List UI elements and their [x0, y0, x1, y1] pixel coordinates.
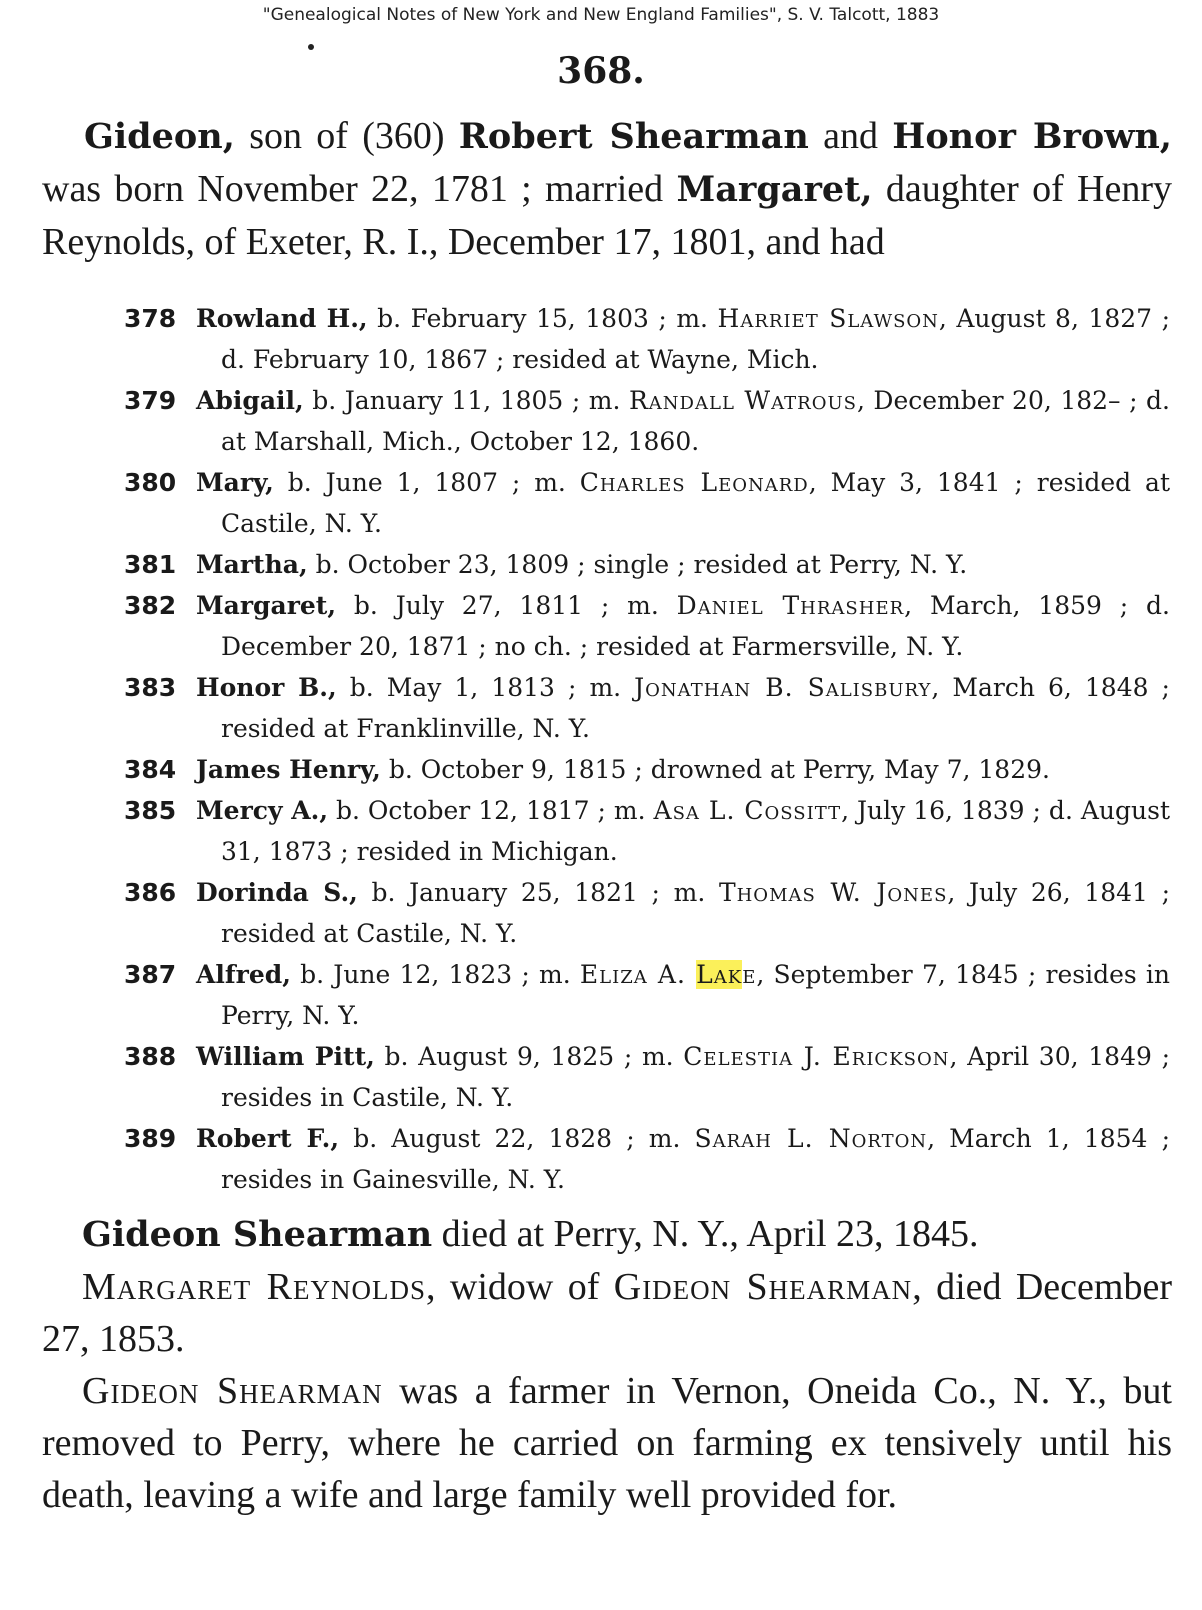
child-details: b. January 11, 1805 ; m.: [303, 386, 629, 415]
spouse-name: Jonathan B. Salisbury: [634, 673, 932, 702]
child-number: 388: [124, 1042, 177, 1071]
spouse-name: Sarah L. Norton: [694, 1124, 928, 1153]
child-name: James Henry,: [196, 755, 381, 784]
child-entry: [124, 872, 1170, 954]
child-details-after: , March, 1859 ; d. December 20, 1871 ; no ch. ; resided at Farmersville, N. Y.: [221, 591, 1170, 661]
child-details-after: , July 26, 1841 ; resided at Castile, N. Y.: [221, 878, 1170, 948]
spouse-name: Daniel Thrasher: [676, 591, 905, 620]
intro-text-4: daughter of Henry Reynolds, of Exeter, R. I., December 17, 1801, and had: [42, 168, 1172, 263]
widow-name: Margaret Reynolds: [82, 1266, 427, 1308]
closing-section: [42, 1208, 1172, 1521]
child-name: Robert F.,: [196, 1124, 340, 1153]
intro-text: [42, 110, 1172, 268]
children-list: [124, 298, 1170, 1200]
child-entry: [124, 1118, 1170, 1200]
child-name: Mary,: [196, 468, 274, 497]
child-details-after: , August 8, 1827 ; d. February 10, 1867 ; resided at Wayne, Mich.: [221, 304, 1170, 374]
child-number: 383: [124, 673, 177, 702]
child-number: 380: [124, 468, 177, 497]
intro-text-1: son of (360): [234, 115, 459, 157]
child-entry: [124, 298, 1170, 380]
child-details-after: , September 7, 1845 ; resides in Perry, N. Y.: [221, 960, 1171, 1030]
child-entry: [124, 790, 1170, 872]
spouse-name: Thomas W. Jones: [718, 878, 948, 907]
child-entry: [124, 544, 1170, 585]
child-details-after: , July 16, 1839 ; d. August 31, 1873 ; resided in Michigan.: [221, 796, 1170, 866]
death-text: died at Perry, N. Y., April 23, 1845.: [432, 1213, 979, 1255]
section-number: 368.: [557, 50, 645, 92]
spouse-name: Harriet Slawson: [717, 304, 939, 333]
child-details: b. October 23, 1809 ; single ; resided at Perry, N. Y.: [307, 550, 968, 579]
spouse-name: Asa L. Cossitt: [653, 796, 842, 825]
child-details: b. June 1, 1807 ; m.: [273, 468, 580, 497]
death-statement: [42, 1208, 1172, 1261]
child-entry: [124, 749, 1170, 790]
child-entry: [124, 1036, 1170, 1118]
search-highlight: Lak: [696, 960, 743, 989]
bio-text: was a farmer in Vernon, Oneida Co., N. Y., but removed to Perry, where he carried on farming ex tensively until his death, leaving a wife and large family well provided for.: [42, 1370, 1172, 1516]
widow-text-1: , widow of: [426, 1266, 614, 1308]
child-name: Mercy A.,: [196, 796, 329, 825]
child-details: b. May 1, 1813 ; m.: [336, 673, 635, 702]
child-details-after: , April 30, 1849 ; resides in Castile, N. Y.: [221, 1042, 1170, 1112]
spouse-name: Charles Leonard: [579, 468, 809, 497]
child-entry: [124, 667, 1170, 749]
child-details: b. January 25, 1821 ; m.: [357, 878, 719, 907]
child-name: Alfred,: [196, 960, 291, 989]
child-number: 385: [124, 796, 177, 825]
child-name: Abigail,: [196, 386, 304, 415]
spouse-name: Eliza A.: [579, 960, 697, 989]
spouse-name: Celestia J. Erickson: [683, 1042, 950, 1071]
child-details-after: , March 6, 1848 ; resided at Franklinville, N. Y.: [221, 673, 1170, 743]
death-name: Gideon Shearman: [82, 1214, 433, 1255]
child-number: 387: [124, 960, 177, 989]
child-details: b. August 9, 1825 ; m.: [374, 1042, 684, 1071]
widow-husband: Gideon Shearman: [613, 1266, 913, 1308]
child-name: Honor B.,: [196, 673, 337, 702]
child-details: b. October 12, 1817 ; m.: [328, 796, 654, 825]
intro-text-2: and: [808, 115, 893, 157]
biography: [42, 1365, 1172, 1521]
child-number: 378: [124, 304, 177, 333]
child-entry: [124, 585, 1170, 667]
child-details-after: , March 1, 1854 ; resides in Gainesville, N. Y.: [221, 1124, 1171, 1194]
intro-text-3: was born November 22, 1781 ; married: [42, 168, 677, 210]
child-number: 386: [124, 878, 177, 907]
child-entry: [124, 380, 1170, 462]
mother-name: Honor Brown,: [892, 116, 1172, 157]
father-name: Robert Shearman: [458, 116, 809, 157]
child-number: 379: [124, 386, 177, 415]
child-details-after: , December 20, 182– ; d. at Marshall, Mich., October 12, 1860.: [221, 386, 1170, 456]
source-caption: "Genealogical Notes of New York and New England Families", S. V. Talcott, 1883: [262, 5, 940, 25]
widow-text-2: , died December 27, 1853.: [42, 1266, 1172, 1360]
child-number: 384: [124, 755, 177, 784]
child-name: William Pitt,: [196, 1042, 375, 1071]
child-number: 381: [124, 550, 177, 579]
child-name: Dorinda S.,: [196, 878, 358, 907]
bio-name: Gideon Shearman: [82, 1370, 383, 1412]
subject-name: Gideon,: [84, 116, 235, 157]
child-details: b. August 22, 1828 ; m.: [339, 1124, 695, 1153]
child-details: b. February 15, 1803 ; m.: [367, 304, 718, 333]
child-details: b. June 12, 1823 ; m.: [290, 960, 580, 989]
child-details: b. October 9, 1815 ; drowned at Perry, May 7, 1829.: [380, 755, 1050, 784]
child-name: Margaret,: [196, 591, 337, 620]
child-number: 382: [124, 591, 177, 620]
spouse-name: Randall Watrous: [628, 386, 857, 415]
child-name: Rowland H.,: [196, 304, 368, 333]
widow-statement: [42, 1261, 1172, 1365]
child-entry: [124, 462, 1170, 544]
child-name: Martha,: [196, 550, 308, 579]
child-entry: [124, 954, 1170, 1036]
child-details: b. July 27, 1811 ; m.: [336, 591, 677, 620]
child-number: 389: [124, 1124, 177, 1153]
child-details-after: , May 3, 1841 ; resided at Castile, N. Y.: [221, 468, 1170, 538]
spouse-name-end: e: [742, 960, 757, 989]
intro-paragraph: [42, 110, 1172, 268]
wife-name: Margaret,: [676, 169, 873, 210]
